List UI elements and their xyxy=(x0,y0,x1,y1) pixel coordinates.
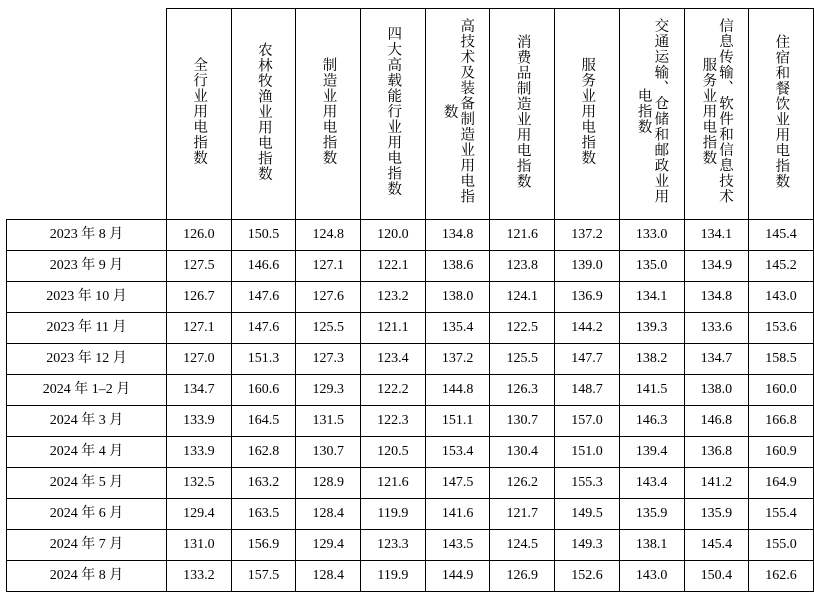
table-row xyxy=(7,406,814,437)
table-row xyxy=(7,220,814,251)
cell-value: 135.9 xyxy=(684,499,749,530)
cell-value: 123.3 xyxy=(361,530,426,561)
table-corner-cell xyxy=(7,9,167,220)
cell-value: 123.8 xyxy=(490,251,555,282)
cell-value: 158.5 xyxy=(749,344,814,375)
cell-value: 157.0 xyxy=(555,406,620,437)
column-header-1 xyxy=(231,9,296,220)
cell-value: 122.1 xyxy=(361,251,426,282)
cell-value: 143.5 xyxy=(425,530,490,561)
cell-value: 146.3 xyxy=(619,406,684,437)
table-row xyxy=(7,282,814,313)
cell-value: 164.9 xyxy=(749,468,814,499)
cell-value: 124.5 xyxy=(490,530,555,561)
cell-value: 121.7 xyxy=(490,499,555,530)
cell-value: 148.7 xyxy=(555,375,620,406)
cell-value: 123.2 xyxy=(361,282,426,313)
header-row xyxy=(7,9,814,220)
cell-value: 128.4 xyxy=(296,499,361,530)
row-label: 2023 年 9 月 xyxy=(7,251,167,282)
column-header-label: 高技术及装备制造业用电指数 xyxy=(441,18,475,205)
table-row xyxy=(7,437,814,468)
cell-value: 135.9 xyxy=(619,499,684,530)
column-header-label: 制造业用电指数 xyxy=(320,57,337,166)
cell-value: 120.5 xyxy=(361,437,426,468)
cell-value: 141.2 xyxy=(684,468,749,499)
cell-value: 153.4 xyxy=(425,437,490,468)
cell-value: 143.0 xyxy=(749,282,814,313)
table-header xyxy=(7,9,814,220)
cell-value: 124.8 xyxy=(296,220,361,251)
column-header-9 xyxy=(749,9,814,220)
cell-value: 127.1 xyxy=(296,251,361,282)
cell-value: 141.5 xyxy=(619,375,684,406)
cell-value: 128.4 xyxy=(296,561,361,592)
cell-value: 147.6 xyxy=(231,313,296,344)
cell-value: 134.1 xyxy=(684,220,749,251)
row-label: 2024 年 5 月 xyxy=(7,468,167,499)
cell-value: 138.2 xyxy=(619,344,684,375)
cell-value: 134.8 xyxy=(684,282,749,313)
cell-value: 130.7 xyxy=(296,437,361,468)
cell-value: 130.7 xyxy=(490,406,555,437)
cell-value: 127.5 xyxy=(167,251,232,282)
cell-value: 160.0 xyxy=(749,375,814,406)
cell-value: 122.5 xyxy=(490,313,555,344)
cell-value: 139.4 xyxy=(619,437,684,468)
cell-value: 130.4 xyxy=(490,437,555,468)
row-label: 2024 年 7 月 xyxy=(7,530,167,561)
cell-value: 141.6 xyxy=(425,499,490,530)
cell-value: 149.5 xyxy=(555,499,620,530)
cell-value: 133.6 xyxy=(684,313,749,344)
cell-value: 138.0 xyxy=(684,375,749,406)
cell-value: 155.4 xyxy=(749,499,814,530)
table-row xyxy=(7,530,814,561)
cell-value: 143.4 xyxy=(619,468,684,499)
cell-value: 163.5 xyxy=(231,499,296,530)
row-label: 2023 年 10 月 xyxy=(7,282,167,313)
cell-value: 145.4 xyxy=(749,220,814,251)
cell-value: 138.1 xyxy=(619,530,684,561)
column-header-2 xyxy=(296,9,361,220)
cell-value: 145.2 xyxy=(749,251,814,282)
cell-value: 126.0 xyxy=(167,220,232,251)
cell-value: 126.3 xyxy=(490,375,555,406)
cell-value: 151.1 xyxy=(425,406,490,437)
cell-value: 163.2 xyxy=(231,468,296,499)
cell-value: 132.5 xyxy=(167,468,232,499)
cell-value: 131.0 xyxy=(167,530,232,561)
column-header-3 xyxy=(361,9,426,220)
column-header-0 xyxy=(167,9,232,220)
row-label: 2024 年 1–2 月 xyxy=(7,375,167,406)
cell-value: 134.7 xyxy=(684,344,749,375)
cell-value: 135.0 xyxy=(619,251,684,282)
cell-value: 151.3 xyxy=(231,344,296,375)
column-header-label: 农林牧渔业用电指数 xyxy=(255,41,272,181)
table-row xyxy=(7,375,814,406)
cell-value: 123.4 xyxy=(361,344,426,375)
column-header-label: 消费品制造业用电指数 xyxy=(514,33,531,189)
cell-value: 134.9 xyxy=(684,251,749,282)
table-row xyxy=(7,251,814,282)
row-label: 2023 年 8 月 xyxy=(7,220,167,251)
cell-value: 160.9 xyxy=(749,437,814,468)
electricity-index-table xyxy=(6,8,814,592)
cell-value: 121.6 xyxy=(490,220,555,251)
cell-value: 153.6 xyxy=(749,313,814,344)
row-label: 2023 年 12 月 xyxy=(7,344,167,375)
column-header-label: 四大高载能行业用电指数 xyxy=(385,26,402,197)
cell-value: 129.3 xyxy=(296,375,361,406)
table-row xyxy=(7,468,814,499)
cell-value: 155.0 xyxy=(749,530,814,561)
cell-value: 119.9 xyxy=(361,499,426,530)
cell-value: 127.3 xyxy=(296,344,361,375)
cell-value: 157.5 xyxy=(231,561,296,592)
cell-value: 127.6 xyxy=(296,282,361,313)
cell-value: 128.9 xyxy=(296,468,361,499)
cell-value: 146.6 xyxy=(231,251,296,282)
cell-value: 124.1 xyxy=(490,282,555,313)
cell-value: 144.2 xyxy=(555,313,620,344)
cell-value: 137.2 xyxy=(425,344,490,375)
cell-value: 134.8 xyxy=(425,220,490,251)
cell-value: 129.4 xyxy=(296,530,361,561)
cell-value: 138.6 xyxy=(425,251,490,282)
cell-value: 136.9 xyxy=(555,282,620,313)
cell-value: 133.9 xyxy=(167,437,232,468)
column-header-5 xyxy=(490,9,555,220)
row-label: 2024 年 8 月 xyxy=(7,561,167,592)
cell-value: 121.1 xyxy=(361,313,426,344)
cell-value: 144.9 xyxy=(425,561,490,592)
cell-value: 120.0 xyxy=(361,220,426,251)
cell-value: 152.6 xyxy=(555,561,620,592)
row-label: 2024 年 4 月 xyxy=(7,437,167,468)
column-header-label: 服务业用电指数 xyxy=(579,57,596,166)
cell-value: 131.5 xyxy=(296,406,361,437)
cell-value: 119.9 xyxy=(361,561,426,592)
column-header-label: 住宿和餐饮业用电指数 xyxy=(773,33,790,189)
cell-value: 134.1 xyxy=(619,282,684,313)
table-row xyxy=(7,561,814,592)
cell-value: 144.8 xyxy=(425,375,490,406)
table-row xyxy=(7,499,814,530)
cell-value: 122.3 xyxy=(361,406,426,437)
column-header-6 xyxy=(555,9,620,220)
table-row xyxy=(7,344,814,375)
cell-value: 134.7 xyxy=(167,375,232,406)
cell-value: 147.6 xyxy=(231,282,296,313)
row-label: 2024 年 3 月 xyxy=(7,406,167,437)
cell-value: 139.0 xyxy=(555,251,620,282)
cell-value: 133.2 xyxy=(167,561,232,592)
cell-value: 139.3 xyxy=(619,313,684,344)
cell-value: 143.0 xyxy=(619,561,684,592)
cell-value: 135.4 xyxy=(425,313,490,344)
cell-value: 145.4 xyxy=(684,530,749,561)
cell-value: 146.8 xyxy=(684,406,749,437)
cell-value: 125.5 xyxy=(490,344,555,375)
cell-value: 126.7 xyxy=(167,282,232,313)
cell-value: 149.3 xyxy=(555,530,620,561)
cell-value: 121.6 xyxy=(361,468,426,499)
cell-value: 126.9 xyxy=(490,561,555,592)
row-label: 2024 年 6 月 xyxy=(7,499,167,530)
cell-value: 133.9 xyxy=(167,406,232,437)
cell-value: 127.0 xyxy=(167,344,232,375)
cell-value: 162.8 xyxy=(231,437,296,468)
cell-value: 127.1 xyxy=(167,313,232,344)
cell-value: 162.6 xyxy=(749,561,814,592)
column-header-label: 全行业用电指数 xyxy=(191,57,208,166)
cell-value: 133.0 xyxy=(619,220,684,251)
column-header-label: 交通运输、仓储和邮政业用电指数 xyxy=(635,18,669,205)
cell-value: 150.4 xyxy=(684,561,749,592)
cell-value: 136.8 xyxy=(684,437,749,468)
cell-value: 126.2 xyxy=(490,468,555,499)
cell-value: 122.2 xyxy=(361,375,426,406)
cell-value: 138.0 xyxy=(425,282,490,313)
cell-value: 151.0 xyxy=(555,437,620,468)
cell-value: 164.5 xyxy=(231,406,296,437)
cell-value: 150.5 xyxy=(231,220,296,251)
table-row xyxy=(7,313,814,344)
cell-value: 156.9 xyxy=(231,530,296,561)
table-body xyxy=(7,220,814,592)
column-header-4 xyxy=(425,9,490,220)
cell-value: 137.2 xyxy=(555,220,620,251)
row-label: 2023 年 11 月 xyxy=(7,313,167,344)
cell-value: 147.7 xyxy=(555,344,620,375)
column-header-label: 信息传输、软件和信息技术服务业用电指数 xyxy=(700,18,734,205)
cell-value: 147.5 xyxy=(425,468,490,499)
cell-value: 125.5 xyxy=(296,313,361,344)
cell-value: 166.8 xyxy=(749,406,814,437)
cell-value: 155.3 xyxy=(555,468,620,499)
cell-value: 129.4 xyxy=(167,499,232,530)
cell-value: 160.6 xyxy=(231,375,296,406)
column-header-8 xyxy=(684,9,749,220)
column-header-7 xyxy=(619,9,684,220)
